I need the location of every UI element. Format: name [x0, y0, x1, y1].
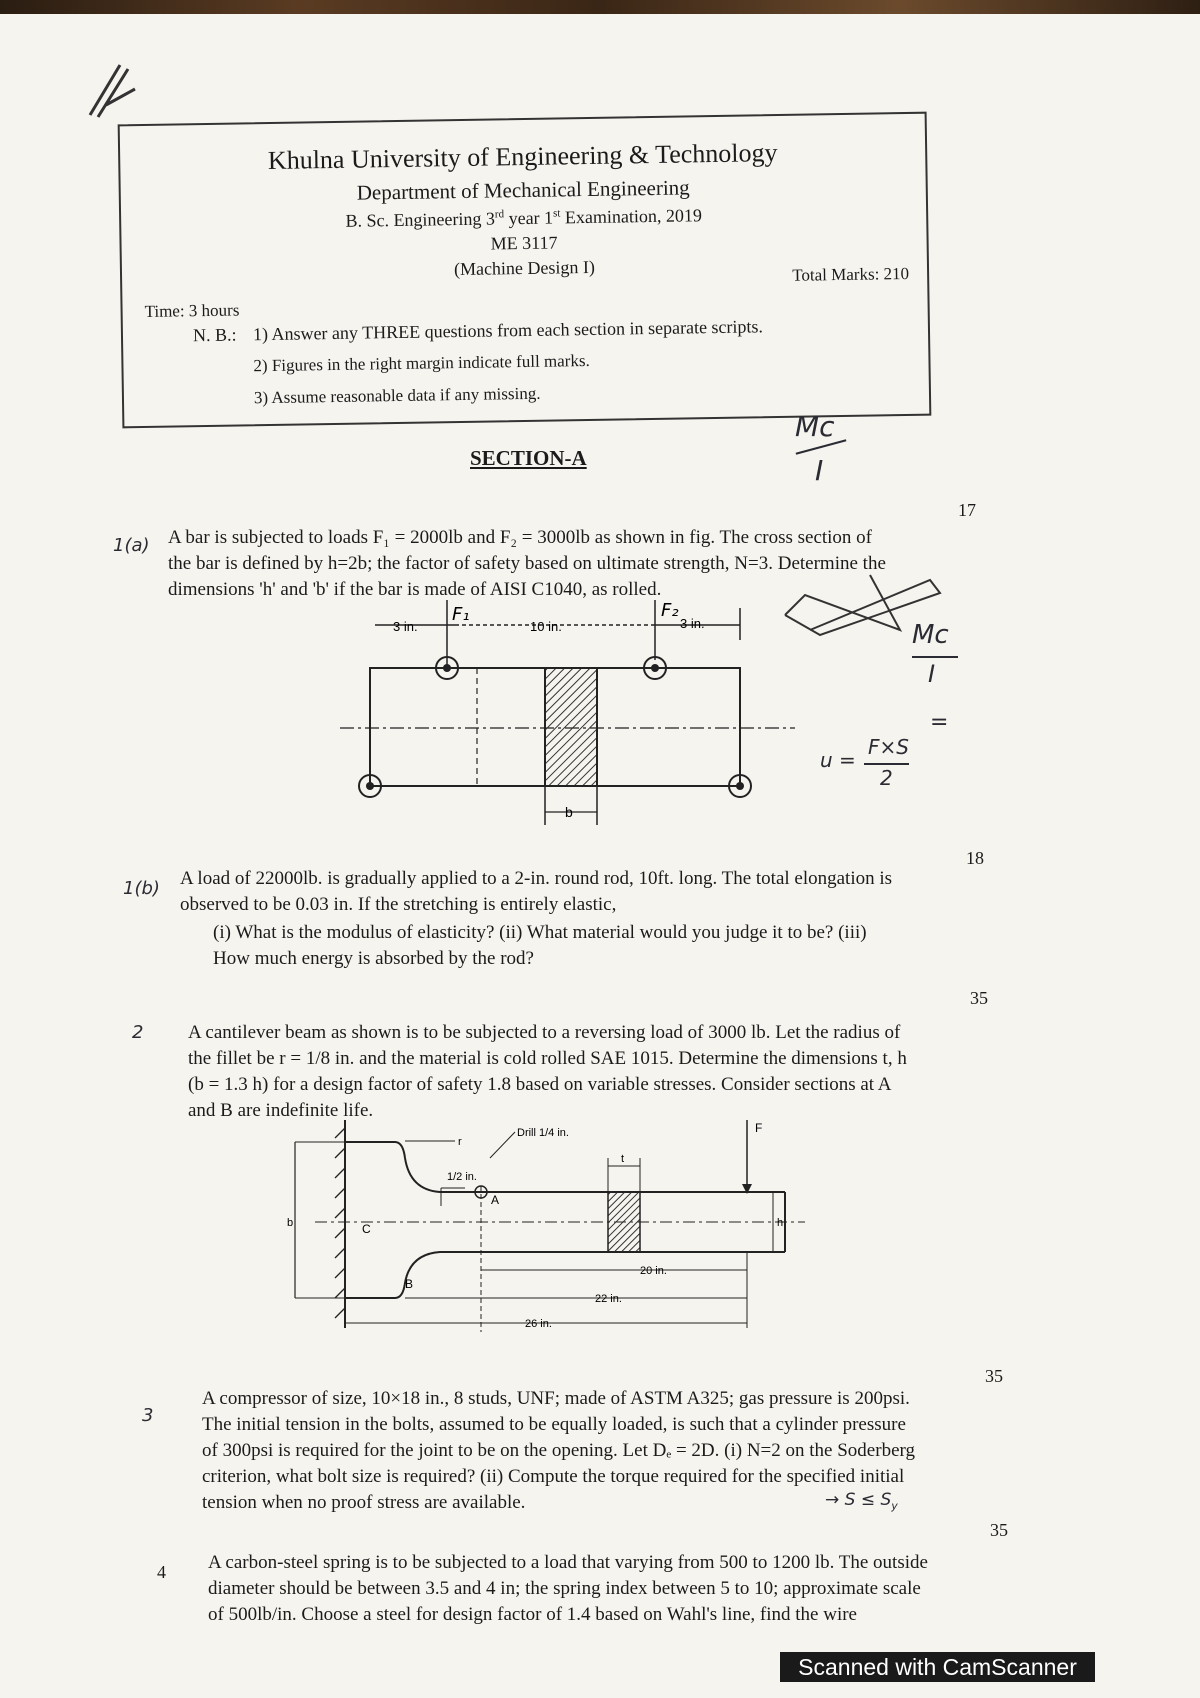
label-drill: Drill 1/4 in.	[517, 1127, 569, 1139]
course-title: (Machine Design I)	[453, 256, 596, 280]
label-b: b	[287, 1217, 294, 1229]
total-marks: Total Marks: 210	[792, 263, 910, 285]
scan-edge	[0, 0, 1200, 14]
question-1b-text: A load of 22000lb. is gradually applied to a 2-in. round rod, 10ft. long. The total elongation is observed to be 0.03 in. If the stretching is entirely elastic,	[180, 868, 893, 915]
question-number: 1(a)	[113, 535, 150, 556]
handwritten-fxs: F×S	[868, 735, 909, 759]
dim-22in: 22 in.	[595, 1293, 622, 1305]
handwritten-two: 2	[880, 766, 893, 790]
label-c: C	[362, 1222, 371, 1236]
instruction-3: 3) Assume reasonable data if any missing.	[253, 383, 541, 408]
handwritten-note: → $S \le S_y$	[825, 1490, 898, 1513]
course-code: ME 3117	[490, 232, 558, 254]
department-name: Department of Mechanical Engineering	[356, 175, 690, 205]
nb-label: N. B.:	[192, 324, 237, 346]
instruction-2: 2) Figures in the right margin indicate full marks.	[253, 350, 590, 376]
dim-3in-left: 3 in.	[393, 619, 418, 634]
dim-20in: 20 in.	[640, 1265, 667, 1277]
label-t: t	[621, 1153, 625, 1165]
university-name: Khulna University of Engineering & Technology	[267, 138, 778, 176]
handwritten-u: u =	[820, 748, 856, 772]
question-2-text: A cantilever beam as shown is to be subjected to a reversing load of 3000 lb. Let the radius of the fillet be r = 1/8 in. and the material is cold rolled SAE 1015. Determine the dimensions t, h (b = 1.3 h) for a design factor of safety 1.8 based on variable stresses. Consider sections at A and B are indefinite life.	[188, 1022, 907, 1121]
question-1b-subparts: (i) What is the modulus of elasticity? (ii) What material would you judge it to be? (iii) How much energy is absorbed by the rod?	[213, 922, 867, 969]
label-h: h	[777, 1217, 784, 1229]
handwritten-mc: Mc	[795, 410, 835, 443]
question-marks: 17	[958, 500, 976, 520]
question-marks: 35	[970, 988, 988, 1008]
figure-cantilever-beam	[287, 1118, 815, 1338]
question-3-text: A compressor of size, 10×18 in., 8 studs, UNF; made of ASTM A325; gas pressure is 200psi. The initial tension in the bolts, assumed to be equally loaded, is such that a cylinder pressure of 300psi is required for the joint to be on the opening. Let Dₑ = 2D. (i) N=2 on the Soderberg criterion, what bolt size is required? (ii) Compute the torque required for the specified initial tension when no proof stress are available.	[202, 1388, 915, 1513]
dim-10in: 10 in.	[530, 619, 562, 634]
handwritten-equals: =	[930, 710, 949, 735]
handwritten-i: I	[815, 454, 824, 487]
camscanner-watermark: Scanned with CamScanner	[780, 1652, 1095, 1682]
question-number: 1(b)	[123, 878, 160, 899]
question-1a-text: A bar is subjected to loads F₁ = 2000lb and F₂ = 3000lb as shown in fig. The cross section of the bar is defined by h=2b; the factor of safety based on ultimate strength, N=3. Determine the dimensions 'h' and 'b' if the bar is made of AISI C1040, as rolled.	[168, 527, 886, 600]
exam-header-box	[118, 112, 932, 429]
handwritten-slash-mark	[80, 55, 140, 125]
label-r: r	[458, 1136, 462, 1148]
label-b-section: B	[405, 1277, 414, 1291]
handwritten-mc-2: Mc	[912, 620, 949, 650]
label-f1: F₁	[452, 604, 470, 625]
label-half-in: 1/2 in.	[447, 1171, 477, 1183]
question-4-text: A carbon-steel spring is to be subjected to a load that varying from 500 to 1200 lb. The outside diameter should be between 3.5 and 4 in; the spring index between 5 to 10; approximate scale of 500lb/in. Choose a steel for design factor of 1.4 based on Wahl's line, find the wire	[208, 1552, 928, 1625]
label-a: A	[491, 1193, 500, 1207]
question-marks: 18	[966, 848, 984, 868]
dim-3in-right: 3 in.	[680, 616, 705, 631]
question-marks: 35	[985, 1366, 1003, 1386]
label-f2: F₂	[661, 600, 679, 621]
exam-name: B. Sc. Engineering 3rd year 1st Examination, 2019	[345, 205, 703, 231]
section-title: SECTION-A	[470, 446, 587, 470]
exam-time: Time: 3 hours	[144, 300, 240, 321]
handwritten-fraction-bar-2	[912, 656, 958, 658]
label-f: F	[755, 1121, 763, 1135]
instruction-1: 1) Answer any THREE questions from each section in separate scripts.	[252, 316, 764, 345]
dim-26in: 26 in.	[525, 1318, 552, 1330]
figure-bar-loads	[335, 600, 795, 830]
handwritten-fraction-bar-3	[864, 763, 909, 765]
question-number: 4	[157, 1562, 166, 1582]
handwritten-i-2: I	[928, 660, 936, 688]
cross-section-hatch	[545, 668, 597, 786]
dim-b: b	[565, 804, 573, 820]
question-marks: 35	[990, 1520, 1008, 1540]
question-number: 2	[132, 1022, 144, 1043]
question-number: 3	[142, 1405, 154, 1426]
